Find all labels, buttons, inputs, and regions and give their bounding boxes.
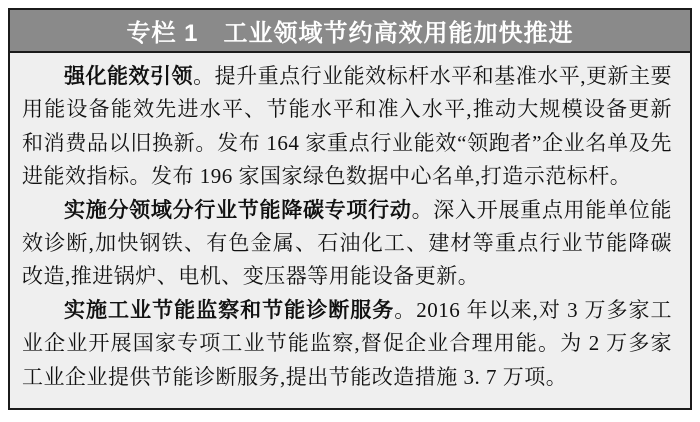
paragraph-body-text: 。2016 年以来,对 3 万多家工业企业开展国家专项工业节能监察,督促企业合理用能。为 2 万多家工业企业提供节能诊断服务,提出节能改造措施 3. 7 万项。	[22, 297, 673, 389]
paragraph-energy-supervision-diagnosis	[22, 294, 672, 394]
column-box	[8, 8, 692, 410]
panel-title: 专栏 1 工业领域节约高效用能加快推进	[126, 20, 574, 47]
paragraph-lead-text: 实施分领域分行业节能降碳专项行动	[64, 198, 412, 222]
paragraph-body-text: 。提升重点行业能效标杆水平和基准水平,更新主要用能设备能效先进水平、节能水平和准入水平,推动大规模设备更新和消费品以旧换新。发布 164 家重点行业能效“领跑者”企业名单及先进能效指标。发布 196 家国家绿色数据中心名单,打造示范标杆。	[22, 64, 673, 189]
panel-header	[10, 10, 690, 53]
paragraph-lead-text: 实施工业节能监察和节能诊断服务	[64, 298, 395, 322]
paragraph-energy-efficiency-leadership	[22, 60, 672, 194]
paragraph-sector-energy-saving-actions	[22, 194, 672, 294]
paragraph-lead-text: 强化能效引领	[64, 65, 194, 88]
panel-body	[10, 53, 690, 394]
paragraph-body-text: 。深入开展重点用能单位能效诊断,加快钢铁、有色金属、石油化工、建材等重点行业节能降碳改造,推进锅炉、电机、变压器等用能设备更新。	[22, 197, 673, 289]
